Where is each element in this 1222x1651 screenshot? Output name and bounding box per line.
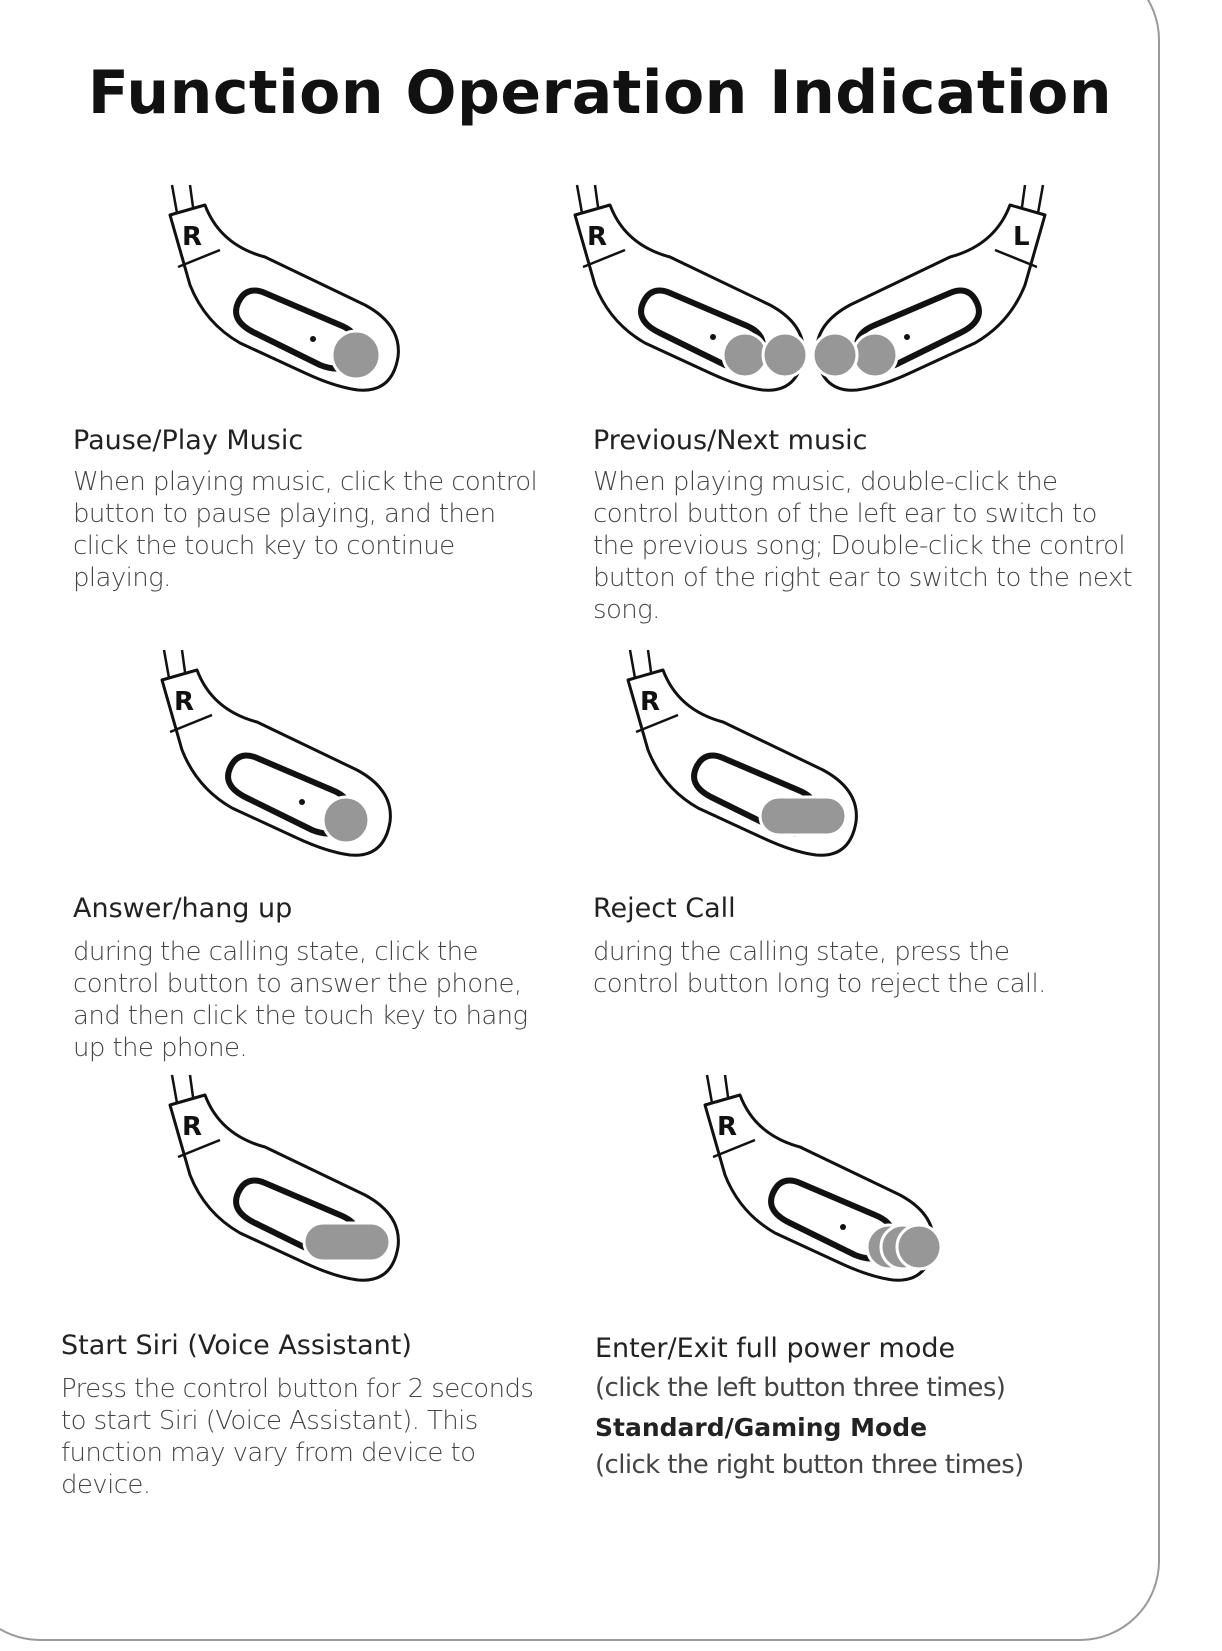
section-description-start-siri: Press the control button for 2 seconds to start Siri (Voice Assistant). This function may vary from device to device.: [61, 1374, 534, 1500]
page-title: Function Operation Indication: [87, 58, 1113, 128]
section-heading-full-power-mode: Enter/Exit full power mode: [595, 1333, 956, 1364]
earbud-label: R: [717, 1112, 738, 1142]
section-description-reject-call: during the calling state, press the control button long to reject the call.: [593, 937, 1046, 999]
tap-indicator-icon: [897, 1225, 941, 1269]
earbud-label: R: [640, 687, 661, 717]
earbud-label-right: R: [587, 222, 608, 252]
earbud-label: R: [182, 1112, 203, 1142]
section-subheading-gaming-mode: Standard/Gaming Mode: [595, 1413, 928, 1442]
section-heading-reject-call: Reject Call: [593, 893, 736, 924]
long-press-indicator-icon: [760, 797, 846, 835]
tap-indicator-icon: [723, 333, 767, 377]
earbud-label-left: L: [1013, 222, 1030, 252]
earbud-right-icon: [152, 650, 412, 875]
section-note-full-power-mode: (click the left button three times): [595, 1373, 1006, 1403]
tap-indicator-icon: [332, 331, 380, 379]
section-heading-previous-next: Previous/Next music: [593, 425, 868, 456]
section-heading-start-siri: Start Siri (Voice Assistant): [61, 1330, 412, 1361]
earbud-right-icon: [160, 1075, 420, 1300]
tap-indicator-icon: [763, 333, 807, 377]
section-note-gaming-mode: (click the right button three times): [595, 1450, 1024, 1480]
section-heading-pause-play: Pause/Play Music: [73, 425, 304, 456]
earbud-right-icon: [695, 1075, 955, 1300]
section-description-answer-hang-up: during the calling state, click the control button to answer the phone, and then click the touch key to hang up the phone.: [73, 937, 528, 1063]
earbud-label: R: [182, 222, 203, 252]
earbud-right-icon: [160, 185, 420, 410]
long-press-indicator-icon: [304, 1223, 390, 1261]
section-description-pause-play: When playing music, click the control button to pause playing, and then click the touch key to continue playing.: [73, 467, 538, 593]
section-heading-answer-hang-up: Answer/hang up: [73, 893, 293, 924]
earbud-label: R: [174, 687, 195, 717]
earbud-pair-icon: [565, 185, 1055, 410]
tap-indicator-icon: [323, 797, 369, 843]
section-description-previous-next: When playing music, double-click the control button of the left ear to switch to the previous song; Double-click the control button of the right ear to switch to the next song.: [593, 467, 1133, 625]
earbud-right-icon: [618, 650, 878, 875]
